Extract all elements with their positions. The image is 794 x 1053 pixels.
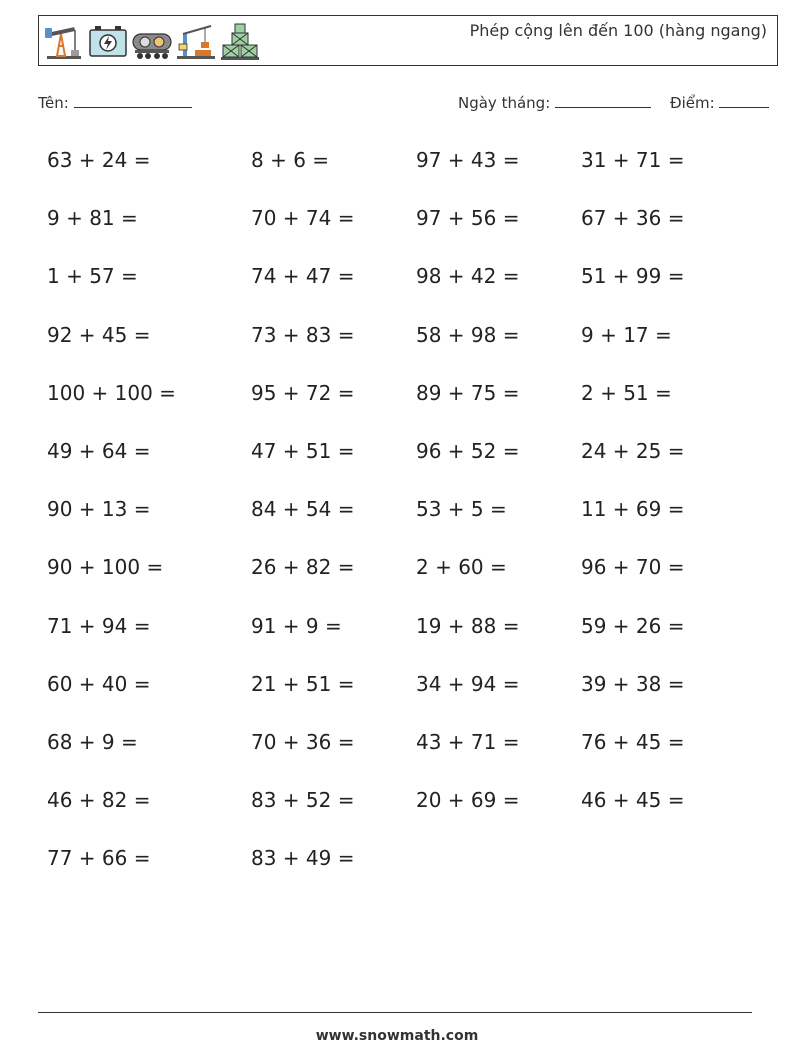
- problem-item: 47 + 51 =: [251, 439, 355, 463]
- problem-item: 51 + 99 =: [581, 264, 685, 289]
- problem-item: 68 + 9 =: [47, 730, 138, 754]
- problem-item: 70 + 74 =: [251, 206, 355, 231]
- problem-item: 11 + 69 =: [581, 497, 685, 522]
- problem-item: 1 + 57 =: [47, 264, 138, 289]
- problem-item: 46 + 45 =: [581, 788, 685, 813]
- problem-item: 97 + 56 =: [416, 206, 520, 231]
- problem-item: 8 + 6 =: [251, 148, 330, 172]
- problem-item: 34 + 94 =: [416, 671, 520, 696]
- problem-item: 49 + 64 =: [47, 439, 151, 463]
- problem-item: 20 + 69 =: [416, 788, 520, 813]
- problem-item: 84 + 54 =: [251, 497, 355, 522]
- problem-item: 67 + 36 =: [581, 206, 685, 231]
- problem-item: 53 + 5 =: [416, 497, 507, 522]
- date-label: Ngày tháng:: [458, 94, 551, 112]
- problem-item: 100 + 100 =: [47, 380, 176, 405]
- problem-item: 43 + 71 =: [416, 730, 520, 754]
- problem-item: 26 + 82 =: [251, 555, 355, 580]
- problem-item: 91 + 9 =: [251, 613, 342, 638]
- problem-item: 83 + 49 =: [251, 846, 355, 871]
- problem-item: 73 + 83 =: [251, 322, 355, 347]
- footer-url: www.snowmath.com: [315, 1028, 479, 1044]
- problem-item: 92 + 45 =: [47, 322, 151, 347]
- problem-item: 24 + 25 =: [581, 439, 685, 463]
- problem-item: 83 + 52 =: [251, 788, 355, 813]
- problem-item: 60 + 40 =: [47, 671, 151, 696]
- problem-item: 70 + 36 =: [251, 730, 355, 754]
- worksheet-title: Phép cộng lên đến 100 (hàng ngang): [469, 21, 767, 40]
- problem-item: 59 + 26 =: [581, 613, 685, 638]
- problem-item: 19 + 88 =: [416, 613, 520, 638]
- problem-item: 96 + 70 =: [581, 555, 685, 580]
- problem-item: 74 + 47 =: [251, 264, 355, 289]
- problem-item: 21 + 51 =: [251, 671, 355, 696]
- problem-item: 89 + 75 =: [416, 380, 520, 405]
- problem-item: 71 + 94 =: [47, 613, 151, 638]
- problem-item: 90 + 13 =: [47, 497, 151, 522]
- problem-item: 95 + 72 =: [251, 380, 355, 405]
- problem-item: 9 + 81 =: [47, 206, 138, 231]
- problem-item: 98 + 42 =: [416, 264, 520, 289]
- problem-item: 9 + 17 =: [581, 322, 672, 347]
- footer-divider: [38, 1012, 752, 1013]
- problem-item: 46 + 82 =: [47, 788, 151, 813]
- problem-item: 2 + 60 =: [416, 555, 507, 580]
- problem-item: 97 + 43 =: [416, 148, 520, 172]
- problem-item: 39 + 38 =: [581, 671, 685, 696]
- problem-item: 77 + 66 =: [47, 846, 151, 871]
- problem-item: 63 + 24 =: [47, 148, 151, 172]
- problem-item: 2 + 51 =: [581, 380, 672, 405]
- problem-item: 96 + 52 =: [416, 439, 520, 463]
- problem-item: 90 + 100 =: [47, 555, 164, 580]
- problem-item: 76 + 45 =: [581, 730, 685, 754]
- problem-item: 58 + 98 =: [416, 322, 520, 347]
- problem-item: 31 + 71 =: [581, 148, 685, 172]
- name-label: Tên:: [38, 94, 69, 112]
- score-label: Điểm:: [670, 94, 715, 112]
